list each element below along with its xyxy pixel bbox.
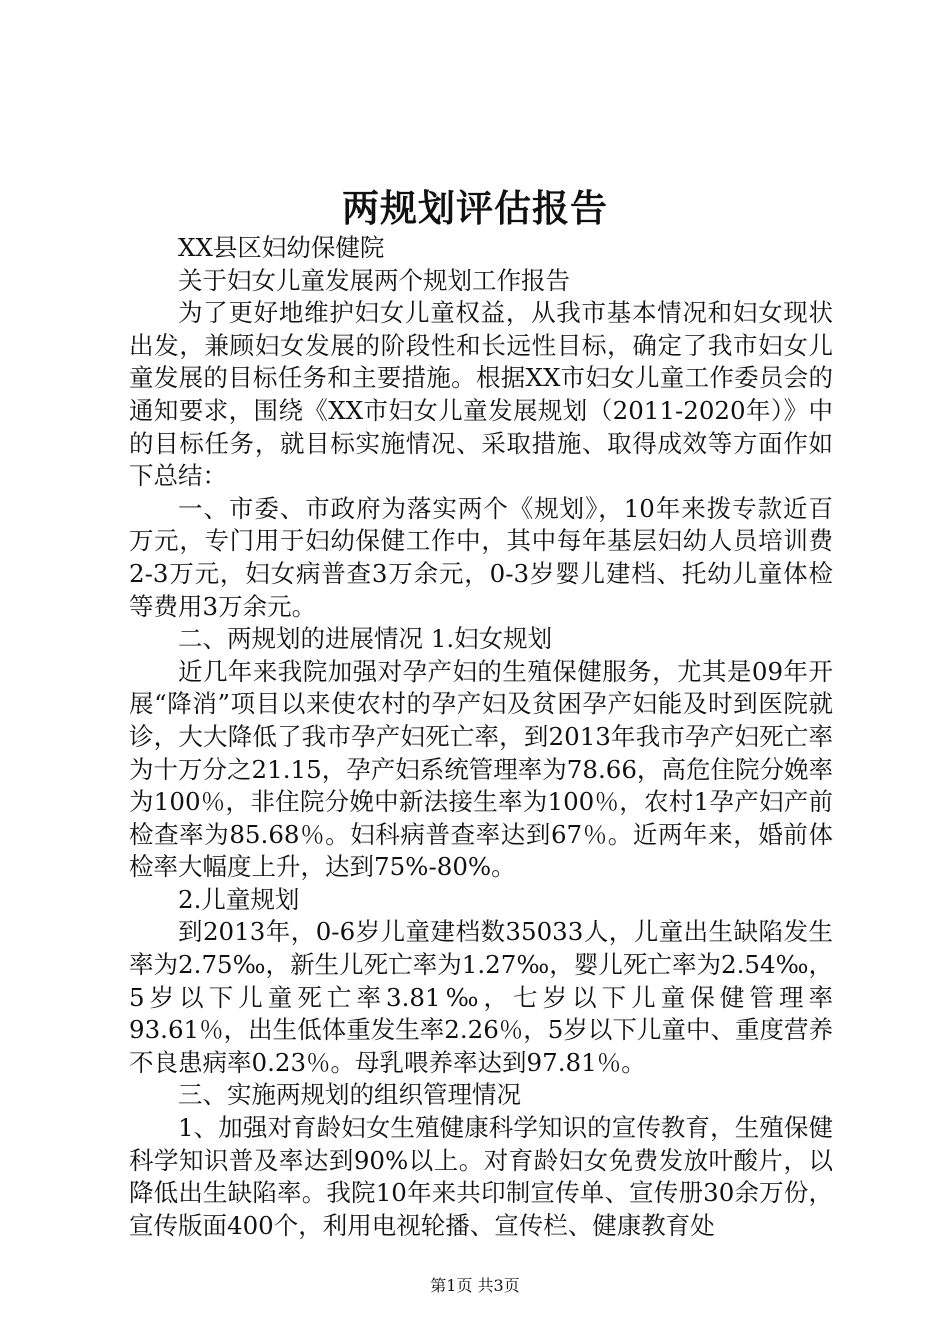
paragraph-institution: XX县区妇幼保健院 xyxy=(178,233,385,262)
paragraph-introduction: 为了更好地维护妇女儿童权益，从我市基本情况和妇女现状出发，兼顾妇女发展的阶段性和长远性目标，确定了我市妇女儿童发展的目标任务和主要措施。根据XX市妇女儿童工作委员会的通知要求，围绕《XX市妇女儿童发展规划（2011-2020年）》中的目标任务，就目标实施情况、采取措施、取得成效等方面作如下总结： xyxy=(129,298,833,491)
document-body xyxy=(129,232,833,1242)
paragraph-section-two-heading: 二、两规划的进展情况 1.妇女规划 xyxy=(178,624,553,654)
paragraph-section-one: 一、市委、市政府为落实两个《规划》，10年来拨专款近百万元，专门用于妇幼保健工作中，其中每年基层妇幼人员培训费2-3万元，妇女病普查3万余元，0-3岁婴儿建档、托幼儿童体检等费用3万余元。 xyxy=(129,493,833,621)
page-number-footer: 第1页 共3页 xyxy=(430,1276,520,1295)
paragraph-children-plan-heading: 2.儿童规划 xyxy=(178,884,300,914)
paragraph-section-three-item-one: 1、加强对育龄妇女生殖健康科学知识的宣传教育，生殖保健科学知识普及率达到90%以上。对育龄妇女免费发放叶酸片，以降低出生缺陷率。我院10年来共印制宣传单、宣传册30余万份，宣传版面400个，利用电视轮播、宣传栏、健康教育处 xyxy=(129,1113,833,1240)
document-title: 两规划评估报告 xyxy=(342,186,608,230)
paragraph-section-three-heading: 三、实施两规划的组织管理情况 xyxy=(178,1080,521,1110)
paragraph-children-plan: 到2013年，0-6岁儿童建档数35033人，儿童出生缺陷发生率为2.75‰，新生儿死亡率为1.27‰，婴儿死亡率为2.54‰，5岁以下儿童死亡率3.81‰，七岁以下儿童保健管理率93.61％，出生低体重发生率2.26％，5岁以下儿童中、重度营养不良患病率0.23％。母乳喂养率达到97.81％。 xyxy=(129,917,833,1077)
paragraph-report-subtitle: 关于妇女儿童发展两个规划工作报告 xyxy=(178,265,570,295)
paragraph-women-plan: 近几年来我院加强对孕产妇的生殖保健服务，尤其是09年开展“降消”项目以来使农村的孕产妇及贫困孕产妇能及时到医院就诊，大大降低了我市孕产妇死亡率，到2013年我市孕产妇死亡率为十万分之21.15，孕产妇系统管理率为78.66，高危住院分娩率为100％，非住院分娩中新法接生率为100％，农村1孕产妇产前检查率为85.68％。妇科病普查率达到67％。近两年来，婚前体检率大幅度上升，达到75%-80%。 xyxy=(129,656,833,882)
